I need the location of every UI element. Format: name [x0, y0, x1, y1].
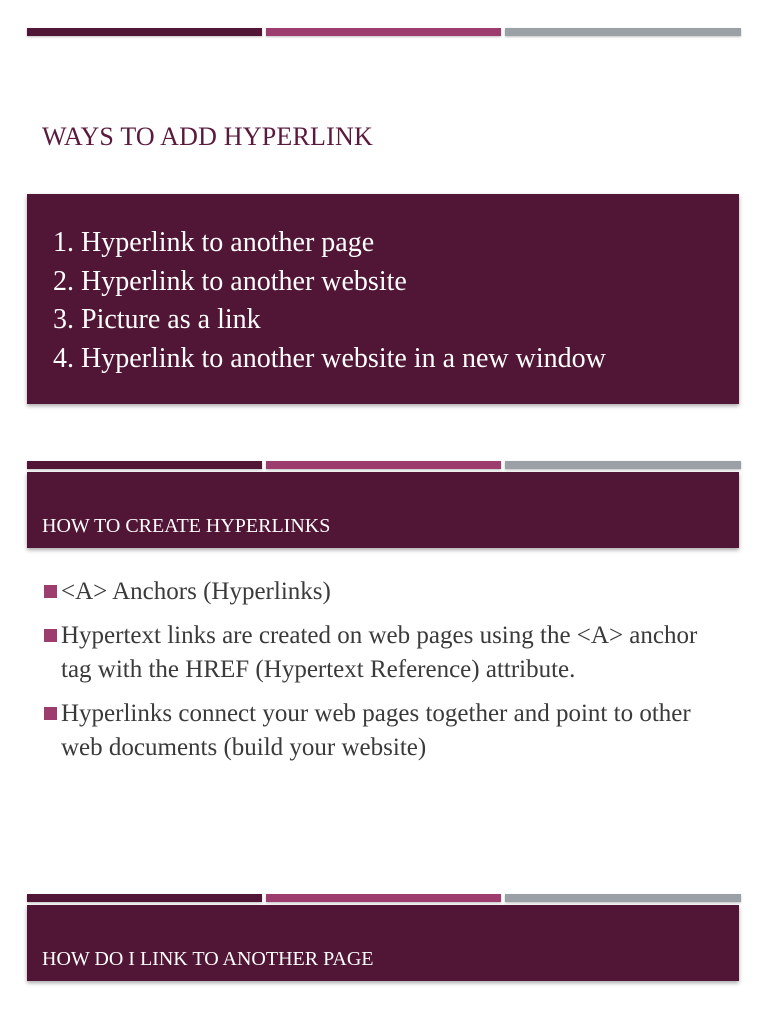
- list-item: [44, 619, 724, 687]
- header-band-link: [27, 905, 739, 981]
- square-bullet-icon: [44, 629, 57, 642]
- accent-segment-magenta: [266, 461, 501, 469]
- list-item: 4. Hyperlink to another website in a new window: [53, 342, 606, 374]
- list-item: [44, 575, 724, 609]
- accent-segment-gray: [505, 28, 741, 36]
- square-bullet-icon: [44, 585, 57, 598]
- accent-segment-magenta: [266, 28, 501, 36]
- bullet-text: Hyperlinks connect your web pages together and point to other web documents (build your website): [61, 700, 691, 761]
- list-item: 2. Hyperlink to another website: [53, 265, 407, 297]
- accent-segment-dark: [27, 894, 262, 902]
- accent-bar-middle: [27, 461, 741, 469]
- slide-title-link: HOW DO I LINK TO ANOTHER PAGE: [42, 948, 374, 970]
- accent-segment-gray: [505, 461, 741, 469]
- bullet-text: Hypertext links are created on web pages using the <A> anchor tag with the HREF (Hypertext Reference) attribute.: [61, 622, 698, 683]
- list-item: [44, 697, 724, 765]
- list-item: 3. Picture as a link: [53, 304, 261, 335]
- accent-segment-gray: [505, 894, 741, 902]
- list-item: 1. Hyperlink to another page: [53, 227, 375, 258]
- accent-bar-top: [27, 28, 741, 36]
- accent-bar-bottom: [27, 894, 741, 902]
- ways-list-box: [27, 194, 739, 404]
- accent-segment-dark: [27, 28, 262, 36]
- accent-segment-magenta: [266, 894, 501, 902]
- bullet-list: [44, 575, 724, 775]
- accent-segment-dark: [27, 461, 262, 469]
- slide-title-create: HOW TO CREATE HYPERLINKS: [42, 515, 331, 537]
- bullet-text: <A> Anchors (Hyperlinks): [61, 578, 331, 605]
- slide-title-ways: WAYS TO ADD HYPERLINK: [42, 122, 373, 151]
- square-bullet-icon: [44, 707, 57, 720]
- ways-list: [27, 194, 739, 378]
- header-band-create: [27, 472, 739, 548]
